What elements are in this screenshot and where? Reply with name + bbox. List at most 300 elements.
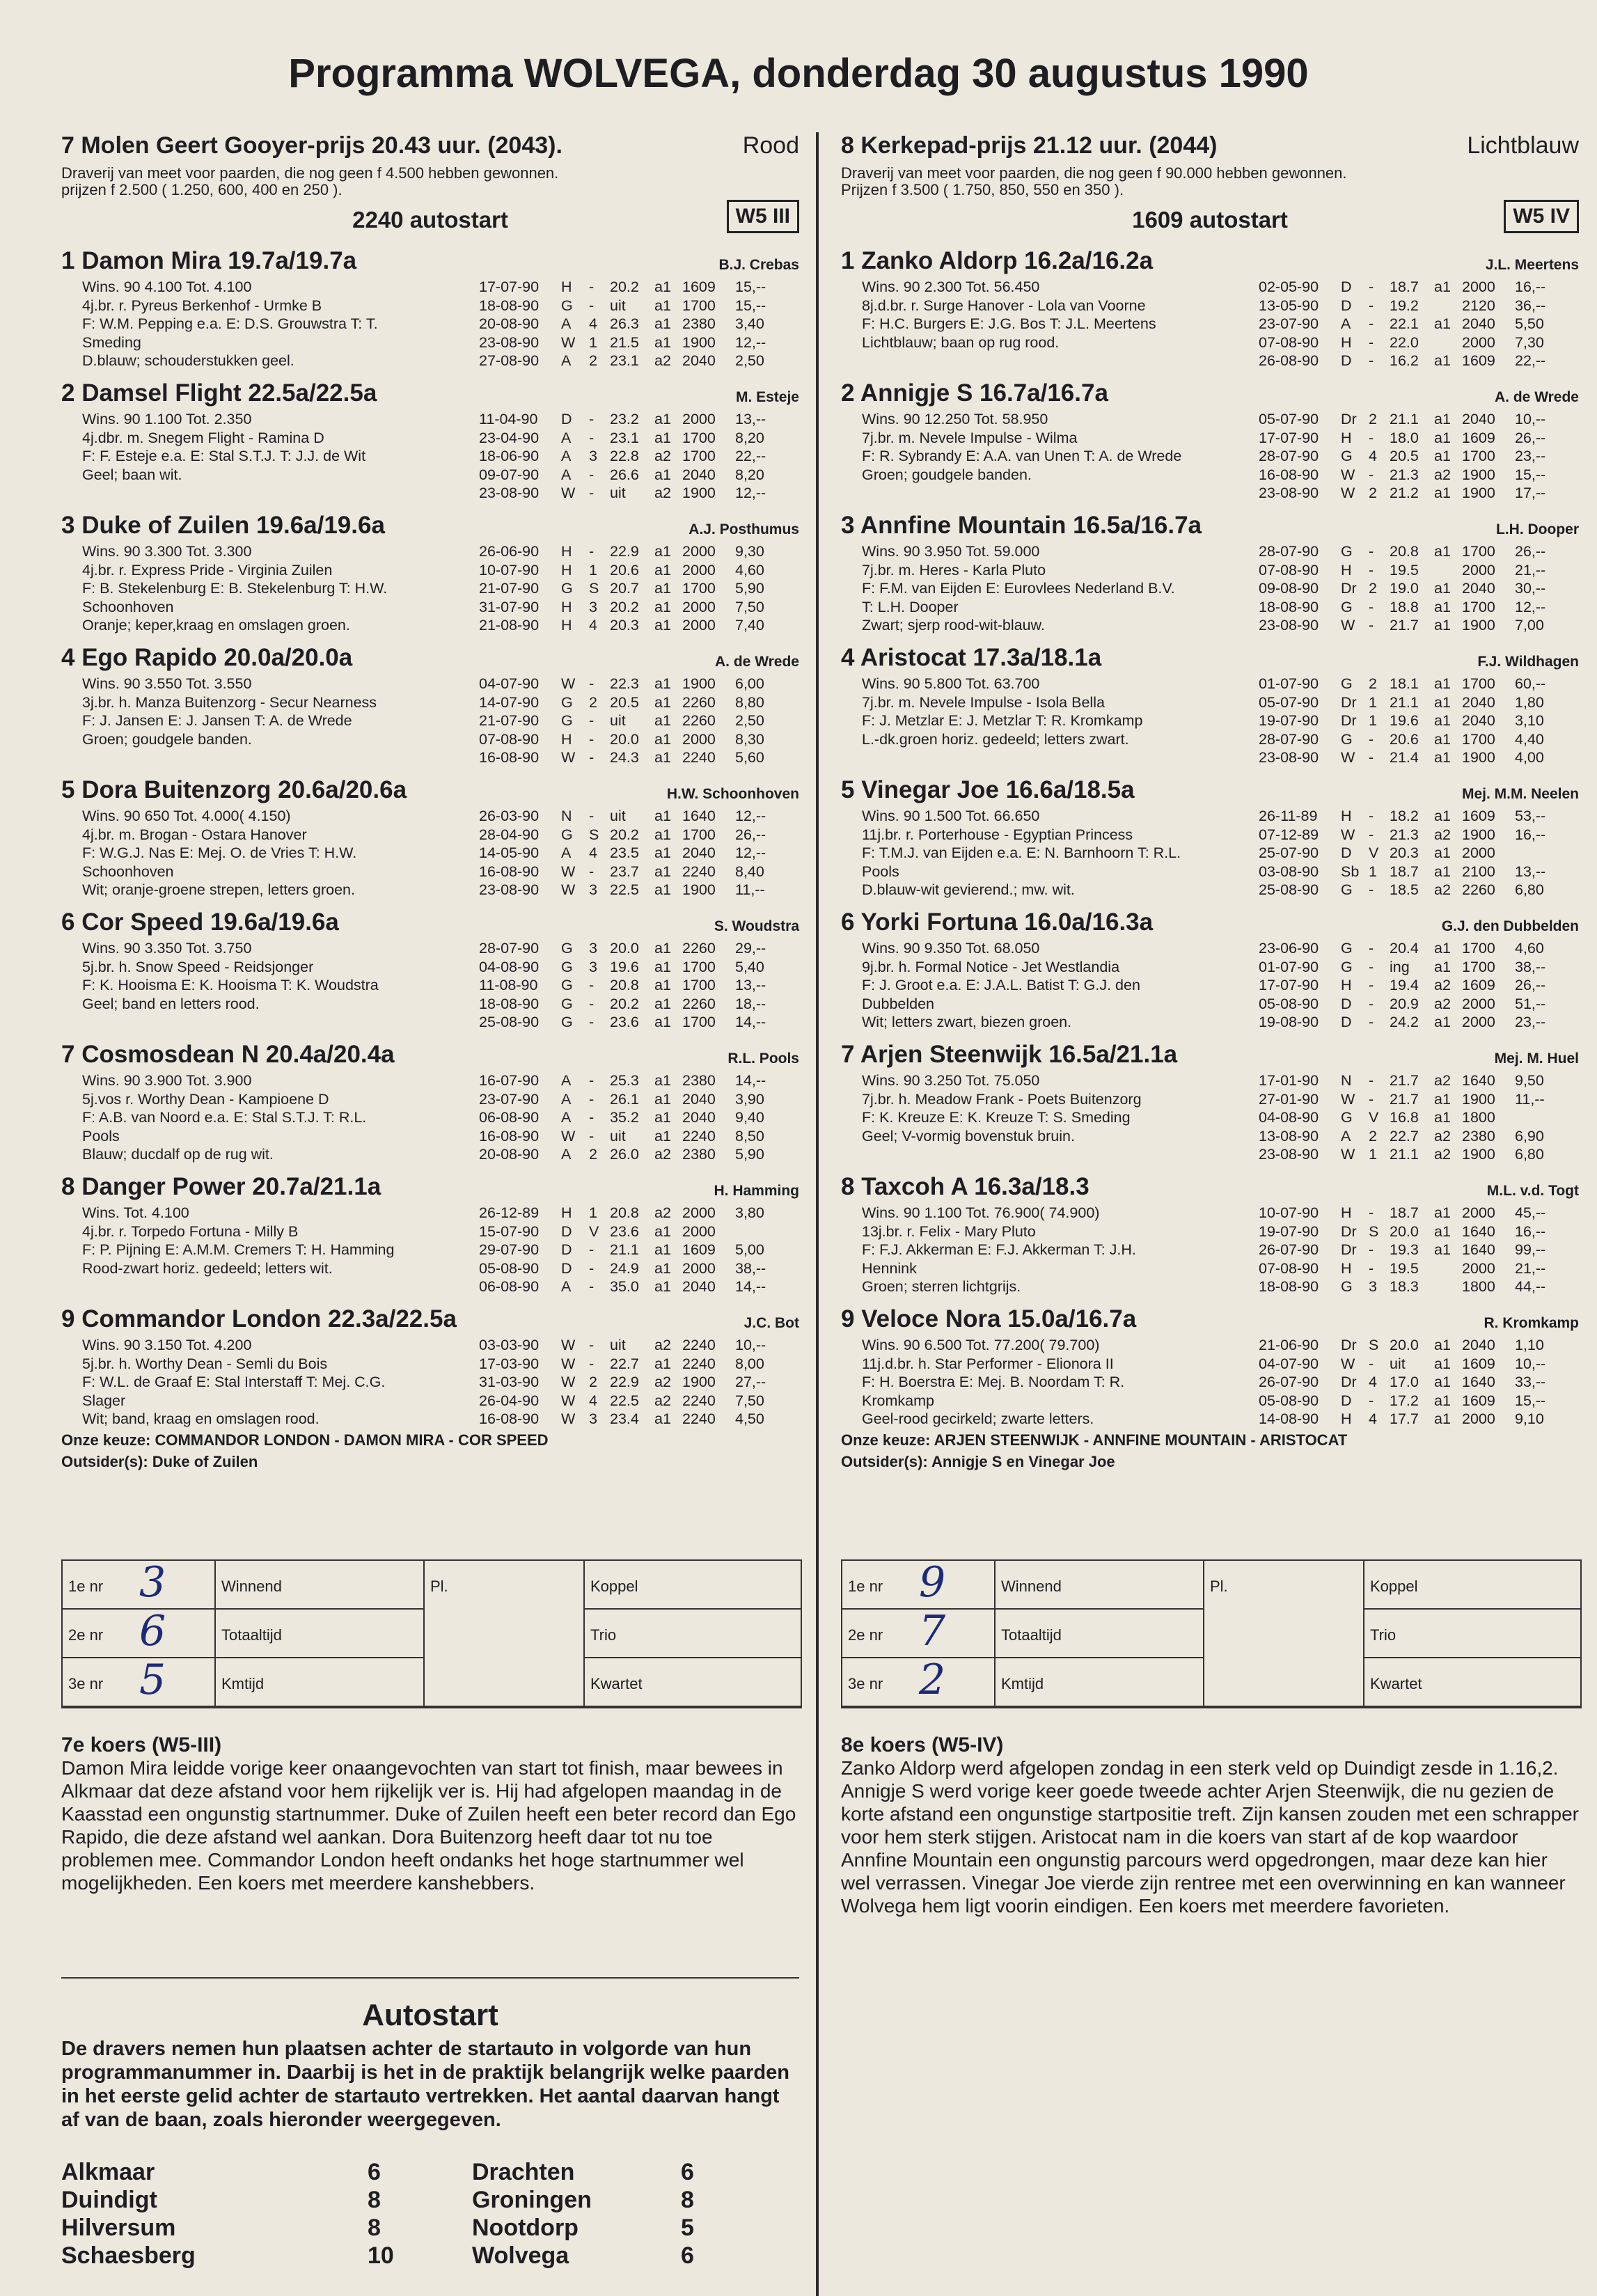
form-cell: 1700 bbox=[1462, 730, 1495, 748]
form-cell: 15,-- bbox=[1515, 466, 1546, 483]
form-row bbox=[1259, 1355, 1579, 1374]
info-line: Geel; baan wit. bbox=[82, 466, 182, 483]
form-cell: a1 bbox=[1434, 1374, 1451, 1390]
horse-info bbox=[862, 807, 1252, 899]
form-cell: 33,-- bbox=[1515, 1374, 1546, 1390]
horse-info bbox=[862, 939, 1252, 1032]
form-row bbox=[1259, 1145, 1579, 1164]
form-row bbox=[1259, 675, 1579, 693]
form-cell: 22.7 bbox=[610, 1355, 639, 1372]
info-line: L.-dk.groen horiz. gedeeld; letters zwart. bbox=[862, 730, 1129, 748]
info-line: 7j.br. m. Nevele Impulse - Wilma bbox=[862, 429, 1078, 446]
form-cell: a1 bbox=[1434, 693, 1451, 711]
info-line: 9j.br. h. Formal Notice - Jet Westlandia bbox=[862, 958, 1120, 975]
form-cell: 2040 bbox=[1462, 580, 1495, 597]
form-cell: 3 bbox=[589, 598, 597, 615]
form-cell: a1 bbox=[1434, 352, 1451, 369]
form-cell: 4 bbox=[589, 617, 597, 634]
form-cell: 13,-- bbox=[1515, 863, 1546, 880]
form-table bbox=[479, 1336, 799, 1429]
form-cell: a1 bbox=[1434, 448, 1451, 464]
form-cell: 1 bbox=[1369, 712, 1377, 729]
form-cell: 30,-- bbox=[1515, 580, 1546, 597]
form-cell: - bbox=[1369, 826, 1374, 843]
horse-name: 1 Zanko Aldorp 16.2a/16.2a bbox=[841, 247, 1154, 274]
tote-place-cell: Pl. bbox=[425, 1561, 585, 1707]
form-cell: a1 bbox=[654, 808, 671, 824]
form-cell: a2 bbox=[1434, 1072, 1451, 1089]
form-cell: G bbox=[1341, 448, 1353, 464]
form-cell: 1800 bbox=[1462, 1109, 1495, 1126]
form-cell: G bbox=[1341, 881, 1353, 898]
form-cell: 20.2 bbox=[610, 598, 639, 615]
form-cell: 27-08-90 bbox=[479, 352, 540, 369]
info-line: F: R. Sybrandy E: A.A. van Unen T: A. de Wrede bbox=[862, 448, 1182, 464]
form-cell: 4,60 bbox=[735, 561, 764, 579]
info-line: 5j.vos r. Worthy Dean - Kampioene D bbox=[82, 1090, 329, 1108]
form-cell: a1 bbox=[654, 333, 671, 351]
form-cell: 2260 bbox=[682, 940, 716, 957]
form-cell bbox=[735, 1222, 799, 1241]
form-cell: Dr bbox=[1341, 693, 1357, 711]
form-cell: a1 bbox=[1434, 429, 1451, 446]
form-row bbox=[1259, 410, 1579, 429]
race-class-badge: W5 IV bbox=[1504, 200, 1579, 233]
track-front-row-count: 6 bbox=[368, 2159, 381, 2185]
form-cell: a2 bbox=[654, 448, 671, 464]
form-cell: 4 bbox=[589, 844, 597, 861]
driver-name: A. de Wrede bbox=[715, 654, 799, 670]
form-cell: 23-08-90 bbox=[479, 881, 540, 898]
form-cell: a1 bbox=[1434, 315, 1451, 332]
form-cell: a2 bbox=[1434, 1127, 1451, 1145]
form-table bbox=[1259, 675, 1579, 767]
form-cell: 13,-- bbox=[735, 411, 766, 427]
horse-info bbox=[862, 1071, 1252, 1145]
info-line: F: J. Groot e.a. E: J.A.L. Batist T: G.J. den bbox=[862, 977, 1140, 993]
form-cell: 38,-- bbox=[1515, 958, 1546, 975]
info-line: Schoonhoven bbox=[82, 863, 174, 880]
form-cell: a2 bbox=[1434, 466, 1451, 483]
form-cell: A bbox=[561, 466, 572, 483]
form-row bbox=[479, 1222, 799, 1241]
form-cell: - bbox=[589, 1090, 595, 1108]
form-cell: 23-08-90 bbox=[1259, 749, 1319, 766]
form-cell: 3 bbox=[589, 940, 597, 957]
horse-info bbox=[82, 410, 472, 484]
form-cell: a1 bbox=[654, 1259, 671, 1277]
form-cell: - bbox=[1369, 333, 1374, 351]
form-cell: S bbox=[589, 580, 599, 597]
form-cell: 18.5 bbox=[1390, 881, 1419, 898]
form-cell: 2000 bbox=[1462, 278, 1495, 295]
form-cell: 22.0 bbox=[1390, 333, 1419, 351]
form-cell: 8,40 bbox=[735, 863, 764, 880]
form-cell: 1 bbox=[1369, 1146, 1377, 1163]
form-cell: 2040 bbox=[682, 1278, 716, 1295]
form-row bbox=[479, 1127, 799, 1146]
info-line: Oranje; keper,kraag en omslagen groen. bbox=[82, 617, 350, 634]
form-cell: Dr bbox=[1341, 1337, 1357, 1353]
info-line: Pools bbox=[862, 863, 899, 880]
form-cell: - bbox=[1369, 1259, 1374, 1277]
form-cell: - bbox=[1369, 543, 1374, 560]
form-cell: 2000 bbox=[1462, 1259, 1495, 1277]
form-cell: 22.8 bbox=[610, 448, 639, 464]
info-line: Wins. 90 4.100 Tot. 4.100 bbox=[82, 278, 252, 295]
form-cell: 1 bbox=[589, 1204, 597, 1221]
info-line: F: P. Pijning E: A.M.M. Cremers T: H. Hamming bbox=[82, 1241, 395, 1258]
form-cell: a1 bbox=[654, 958, 671, 975]
form-cell: G bbox=[1341, 598, 1353, 615]
form-cell: D bbox=[1341, 995, 1352, 1012]
info-line: F: K. Hooisma E: K. Hooisma T: K. Woudstra bbox=[82, 977, 379, 993]
form-table bbox=[1259, 410, 1579, 503]
info-line: Wins. 90 12.250 Tot. 58.950 bbox=[862, 411, 1048, 427]
form-cell: 4,40 bbox=[1515, 730, 1544, 748]
form-cell: - bbox=[589, 1014, 595, 1030]
horse-name: 7 Cosmosdean N 20.4a/20.4a bbox=[61, 1041, 395, 1068]
horse-entry bbox=[61, 776, 799, 899]
form-row bbox=[1259, 447, 1579, 466]
form-cell: 26-07-90 bbox=[1259, 1374, 1319, 1390]
tote-place-cell: Pl. bbox=[1204, 1561, 1364, 1707]
form-cell: Dr bbox=[1341, 411, 1357, 427]
tote-bet-cell: Koppel bbox=[1364, 1561, 1580, 1610]
form-cell: 1700 bbox=[682, 826, 716, 843]
form-cell: 18.7 bbox=[1390, 1204, 1419, 1221]
form-cell: 4 bbox=[589, 315, 597, 332]
form-cell: a1 bbox=[654, 749, 671, 766]
form-table bbox=[1259, 1071, 1579, 1164]
form-cell: 2040 bbox=[682, 844, 716, 861]
form-cell: 2380 bbox=[1462, 1127, 1495, 1145]
form-cell: 8,20 bbox=[735, 466, 764, 483]
horse-info bbox=[82, 1204, 472, 1277]
form-cell: H bbox=[561, 561, 572, 579]
info-line: F: F. Esteje e.a. E: Stal S.T.J. T: J.J. de Wit bbox=[82, 448, 366, 464]
horse-name: 4 Aristocat 17.3a/18.1a bbox=[841, 644, 1102, 671]
column-divider bbox=[816, 132, 819, 2296]
form-cell: 18-06-90 bbox=[479, 448, 540, 464]
form-cell: 13-05-90 bbox=[1259, 297, 1319, 314]
form-cell: - bbox=[1369, 730, 1374, 748]
form-cell: D bbox=[1341, 278, 1352, 295]
form-cell: uit bbox=[610, 297, 626, 314]
form-cell: 2240 bbox=[682, 863, 716, 880]
form-cell: 5,60 bbox=[735, 749, 764, 766]
tote-label-cell: Winnend bbox=[216, 1561, 425, 1610]
form-cell: 26,-- bbox=[735, 826, 766, 843]
form-cell: 1700 bbox=[682, 580, 716, 597]
form-cell: 21.1 bbox=[610, 1241, 639, 1258]
info-line: Wins. 90 3.250 Tot. 75.050 bbox=[862, 1072, 1040, 1089]
form-cell: uit bbox=[610, 712, 626, 729]
form-cell: 10-07-90 bbox=[479, 561, 540, 579]
form-row bbox=[479, 1392, 799, 1410]
form-cell: uit bbox=[610, 1127, 626, 1145]
info-line: Groen; goudgele banden. bbox=[82, 730, 252, 748]
form-cell: a1 bbox=[1434, 940, 1451, 957]
form-cell: 1900 bbox=[1462, 826, 1495, 843]
form-cell: a1 bbox=[1434, 617, 1451, 634]
form-cell: 26-03-90 bbox=[479, 808, 540, 824]
form-cell: - bbox=[589, 712, 595, 729]
horse-name: 9 Veloce Nora 15.0a/16.7a bbox=[841, 1305, 1137, 1332]
form-cell: 1700 bbox=[1462, 675, 1495, 692]
tote-form-race-7 bbox=[61, 1559, 802, 1708]
info-line: 4j.br. r. Pyreus Berkenhof - Urmke B bbox=[82, 297, 322, 314]
form-table bbox=[479, 410, 799, 503]
form-cell: a1 bbox=[1434, 1109, 1451, 1126]
form-row bbox=[1259, 693, 1579, 712]
info-line: Geel; V-vormig bovenstuk bruin. bbox=[862, 1127, 1075, 1145]
driver-name: B.J. Crebas bbox=[718, 257, 799, 273]
form-cell: W bbox=[1341, 1146, 1355, 1163]
form-cell: H bbox=[1341, 808, 1352, 824]
driver-name: H.W. Schoonhoven bbox=[666, 786, 799, 802]
form-cell: 27,-- bbox=[735, 1374, 766, 1390]
form-cell: G bbox=[1341, 1278, 1353, 1295]
track-front-row-count: 6 bbox=[681, 2159, 694, 2185]
horse-name: 1 Damon Mira 19.7a/19.7a bbox=[61, 247, 357, 274]
form-cell bbox=[1434, 333, 1462, 352]
form-cell: 5,50 bbox=[1515, 315, 1544, 332]
form-cell: - bbox=[1369, 1090, 1374, 1108]
horse-name: 2 Damsel Flight 22.5a/22.5a bbox=[61, 379, 377, 407]
form-cell: - bbox=[589, 543, 595, 560]
form-row bbox=[1259, 958, 1579, 977]
form-cell: a1 bbox=[1434, 863, 1451, 880]
info-line: Wit; letters zwart, biezen groen. bbox=[862, 1014, 1072, 1030]
form-cell: 23-04-90 bbox=[479, 429, 540, 446]
form-cell: a1 bbox=[1434, 675, 1451, 692]
form-row bbox=[1259, 1108, 1579, 1127]
form-cell: 1900 bbox=[682, 333, 716, 351]
form-cell: a1 bbox=[1434, 1337, 1451, 1353]
start-type: 2240 autostart bbox=[352, 207, 508, 233]
info-line: F: W.G.J. Nas E: Mej. O. de Vries T: H.W. bbox=[82, 844, 357, 861]
form-cell: 3 bbox=[1369, 1278, 1377, 1295]
horse-info bbox=[862, 675, 1252, 748]
form-row bbox=[479, 675, 799, 693]
outsiders: Outsider(s): Annigje S en Vinegar Joe bbox=[841, 1453, 1115, 1470]
form-cell: D bbox=[561, 1259, 572, 1277]
form-row bbox=[479, 976, 799, 995]
form-cell: 06-08-90 bbox=[479, 1278, 540, 1295]
info-line: Wins. 90 3.150 Tot. 4.200 bbox=[82, 1337, 252, 1353]
form-cell: H bbox=[1341, 1204, 1352, 1221]
form-cell: 20.3 bbox=[1390, 844, 1419, 861]
form-cell: 8,50 bbox=[735, 1127, 764, 1145]
form-cell: a1 bbox=[1434, 1392, 1451, 1409]
horse-info bbox=[862, 1336, 1252, 1429]
form-cell: - bbox=[1369, 958, 1374, 975]
horse-entry bbox=[841, 1041, 1579, 1163]
form-cell: 2040 bbox=[1462, 693, 1495, 711]
form-row bbox=[1259, 1410, 1579, 1429]
form-cell: 6,90 bbox=[1515, 1127, 1544, 1145]
form-cell: a2 bbox=[1434, 881, 1451, 898]
form-cell: - bbox=[589, 1072, 595, 1089]
tote-number-cell: 1e nr bbox=[842, 1561, 996, 1610]
form-row bbox=[479, 616, 799, 635]
form-cell: W bbox=[561, 1127, 576, 1145]
form-cell: 2000 bbox=[1462, 995, 1495, 1012]
horse-name: 5 Dora Buitenzorg 20.6a/20.6a bbox=[61, 776, 407, 803]
form-cell: S bbox=[589, 826, 599, 843]
form-cell: 1900 bbox=[1462, 617, 1495, 634]
form-table bbox=[1259, 939, 1579, 1032]
tote-label-cell: Totaaltijd bbox=[216, 1610, 425, 1658]
form-cell: a1 bbox=[1434, 749, 1451, 766]
form-cell: 7,00 bbox=[1515, 617, 1544, 634]
form-cell: 2040 bbox=[682, 1090, 716, 1108]
form-cell: a1 bbox=[654, 1014, 671, 1030]
form-cell: 16-07-90 bbox=[479, 1072, 540, 1089]
form-cell: D bbox=[1341, 1392, 1352, 1409]
form-cell: 17.0 bbox=[1390, 1374, 1419, 1390]
form-row bbox=[1259, 1277, 1579, 1296]
form-cell: 1700 bbox=[1462, 940, 1495, 957]
form-table bbox=[1259, 542, 1579, 635]
form-cell: 1609 bbox=[1462, 429, 1495, 446]
form-cell: 26-07-90 bbox=[1259, 1241, 1319, 1258]
form-cell: 2240 bbox=[682, 749, 716, 766]
form-row bbox=[479, 995, 799, 1014]
form-row bbox=[479, 863, 799, 881]
condition-line: Draverij van meet voor paarden, die nog geen f 90.000 hebben gewonnen. bbox=[841, 164, 1347, 182]
form-cell: D bbox=[1341, 1014, 1352, 1030]
info-line: 5j.br. h. Worthy Dean - Semli du Bois bbox=[82, 1355, 328, 1372]
horse-entry bbox=[841, 1305, 1579, 1428]
commentary-heading: 7e koers (W5-III) bbox=[61, 1733, 222, 1756]
driver-name: L.H. Dooper bbox=[1496, 521, 1579, 537]
form-cell: 20.8 bbox=[610, 1204, 639, 1221]
info-line: Slager bbox=[82, 1392, 126, 1409]
form-row bbox=[479, 429, 799, 448]
form-row bbox=[1259, 333, 1579, 352]
form-cell: N bbox=[561, 808, 572, 824]
driver-name: M. Esteje bbox=[735, 389, 799, 405]
form-cell: 4 bbox=[1369, 1374, 1377, 1390]
form-cell: G bbox=[561, 958, 573, 975]
form-row bbox=[479, 1071, 799, 1090]
form-cell: Dr bbox=[1341, 580, 1357, 597]
form-table bbox=[479, 675, 799, 767]
form-cell: 05-08-90 bbox=[479, 1259, 540, 1277]
form-cell: uit bbox=[610, 1337, 626, 1353]
horse-name: 5 Vinegar Joe 16.6a/18.5a bbox=[841, 776, 1135, 803]
form-cell: 2 bbox=[589, 1146, 597, 1163]
form-cell: 1640 bbox=[682, 808, 716, 824]
autostart-track-table bbox=[61, 2158, 799, 2270]
form-cell: Dr bbox=[1341, 1241, 1357, 1258]
form-cell: 16-08-90 bbox=[479, 1410, 540, 1427]
form-cell: 19-07-90 bbox=[1259, 712, 1319, 729]
form-cell: 1700 bbox=[1462, 543, 1495, 560]
form-cell: - bbox=[1369, 561, 1374, 579]
form-cell: 1 bbox=[589, 561, 597, 579]
form-cell: 15-07-90 bbox=[479, 1222, 540, 1240]
driver-name: Mej. M.M. Neelen bbox=[1461, 786, 1579, 802]
form-cell: a1 bbox=[654, 429, 671, 446]
form-cell: 21.7 bbox=[1390, 1090, 1419, 1108]
form-cell: - bbox=[589, 1355, 595, 1372]
form-cell: 16-08-90 bbox=[1259, 466, 1319, 483]
driver-name: A. de Wrede bbox=[1495, 389, 1579, 405]
track-name: Wolvega bbox=[472, 2242, 569, 2269]
info-line: Wins. 90 3.300 Tot. 3.300 bbox=[82, 543, 252, 560]
race-8-column bbox=[841, 132, 1579, 1471]
form-row bbox=[1259, 807, 1579, 826]
form-row bbox=[479, 1108, 799, 1127]
form-cell: 15,-- bbox=[735, 278, 766, 295]
form-cell: a1 bbox=[1434, 730, 1451, 748]
info-line: F: H.C. Burgers E: J.G. Bos T: J.L. Meertens bbox=[862, 315, 1156, 332]
form-row bbox=[479, 333, 799, 352]
form-row bbox=[479, 579, 799, 598]
form-cell: 5,00 bbox=[735, 1241, 764, 1258]
form-cell: 4,00 bbox=[1515, 749, 1544, 766]
form-cell: 19.6 bbox=[610, 958, 639, 975]
race-title: 7 Molen Geert Gooyer-prijs 20.43 uur. (2043). bbox=[61, 132, 563, 159]
form-cell: a2 bbox=[654, 485, 671, 501]
form-cell: 18.7 bbox=[1390, 863, 1419, 880]
form-cell: 20.6 bbox=[1390, 730, 1419, 748]
form-cell: - bbox=[589, 749, 595, 766]
horse-name: 3 Duke of Zuilen 19.6a/19.6a bbox=[61, 512, 385, 539]
form-row bbox=[479, 466, 799, 485]
form-row bbox=[1259, 1336, 1579, 1355]
form-row bbox=[479, 1373, 799, 1392]
info-line: 7j.br. h. Meadow Frank - Poets Buitenzorg bbox=[862, 1090, 1142, 1108]
form-cell: 2040 bbox=[1462, 411, 1495, 427]
horse-name: 7 Arjen Steenwijk 16.5a/21.1a bbox=[841, 1041, 1178, 1068]
form-cell: 20.2 bbox=[610, 826, 639, 843]
form-cell: a1 bbox=[654, 844, 671, 861]
form-cell: D bbox=[1341, 844, 1352, 861]
form-cell: G bbox=[561, 580, 573, 597]
form-cell: 20.8 bbox=[1390, 543, 1419, 560]
form-cell: W bbox=[561, 485, 576, 501]
form-cell: H bbox=[561, 730, 572, 748]
form-cell: a1 bbox=[654, 1278, 671, 1295]
form-cell: 2000 bbox=[682, 1222, 716, 1240]
handwritten-number: 3 bbox=[139, 1558, 166, 1607]
form-cell: 26-12-89 bbox=[479, 1204, 540, 1221]
form-cell: - bbox=[1369, 352, 1374, 369]
form-row bbox=[1259, 484, 1579, 503]
form-table bbox=[1259, 807, 1579, 899]
tote-bet-cell: Trio bbox=[1364, 1610, 1580, 1658]
form-row bbox=[479, 1145, 799, 1164]
form-cell: a1 bbox=[654, 466, 671, 483]
info-line: Zwart; sjerp rood-wit-blauw. bbox=[862, 617, 1045, 634]
form-cell: H bbox=[561, 543, 572, 560]
handwritten-number: 5 bbox=[139, 1656, 166, 1704]
form-cell: D bbox=[1341, 352, 1352, 369]
form-cell: - bbox=[1369, 881, 1374, 898]
form-cell: 25-08-90 bbox=[479, 1014, 540, 1030]
form-cell: a2 bbox=[1434, 977, 1451, 993]
form-cell: 35.2 bbox=[610, 1109, 639, 1126]
horse-name: 3 Annfine Mountain 16.5a/16.7a bbox=[841, 512, 1202, 539]
form-cell: 02-05-90 bbox=[1259, 278, 1319, 295]
form-cell: 2000 bbox=[682, 1259, 716, 1277]
form-cell: 2000 bbox=[1462, 1410, 1495, 1427]
info-line: Wins. 90 3.900 Tot. 3.900 bbox=[82, 1072, 252, 1089]
